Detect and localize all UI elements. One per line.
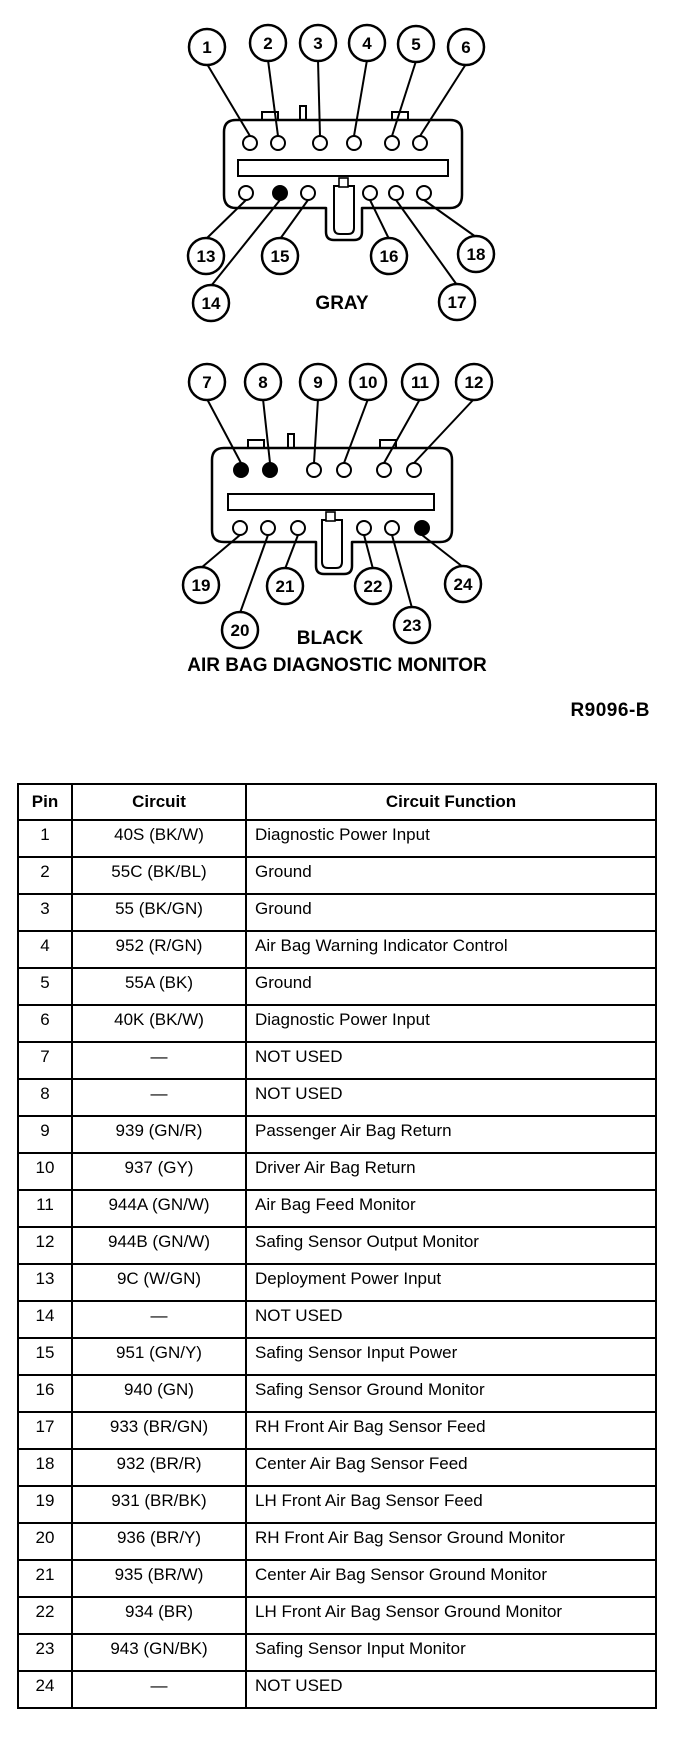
pin-callout-label: 8 bbox=[258, 373, 268, 392]
cell-circuit-function: Diagnostic Power Input bbox=[246, 820, 656, 857]
cell-circuit-function: Safing Sensor Ground Monitor bbox=[246, 1375, 656, 1412]
pin-callout-label: 3 bbox=[313, 34, 323, 53]
black-connector bbox=[183, 364, 492, 648]
pin-callout-label: 21 bbox=[275, 577, 295, 596]
table-row bbox=[18, 1486, 656, 1523]
pin-hole bbox=[233, 521, 247, 535]
cell-circuit-function: Ground bbox=[246, 968, 656, 1005]
cell-circuit: 934 (BR) bbox=[72, 1597, 246, 1634]
cell-pin: 1 bbox=[18, 820, 72, 857]
table-row bbox=[18, 1190, 656, 1227]
cell-circuit-function: NOT USED bbox=[246, 1079, 656, 1116]
table-row bbox=[18, 1560, 656, 1597]
table-header-row bbox=[18, 784, 656, 820]
pin-callout-label: 15 bbox=[270, 247, 290, 266]
pin-hole bbox=[307, 463, 321, 477]
cell-circuit-function: RH Front Air Bag Sensor Feed bbox=[246, 1412, 656, 1449]
pin-callout-label: 10 bbox=[358, 373, 378, 392]
leader-line bbox=[396, 200, 457, 285]
leader-line bbox=[206, 200, 246, 239]
table-row bbox=[18, 820, 656, 857]
leader-line bbox=[392, 535, 412, 608]
pin-callout-label: 6 bbox=[461, 38, 471, 57]
gray-connector-label: GRAY bbox=[315, 293, 369, 314]
cell-pin: 22 bbox=[18, 1597, 72, 1634]
cell-circuit-function: RH Front Air Bag Sensor Ground Monitor bbox=[246, 1523, 656, 1560]
cell-circuit: 55A (BK) bbox=[72, 968, 246, 1005]
cell-pin: 9 bbox=[18, 1116, 72, 1153]
cell-circuit-function: LH Front Air Bag Sensor Ground Monitor bbox=[246, 1597, 656, 1634]
pin-callout-label: 22 bbox=[363, 577, 383, 596]
pin-callout-label: 14 bbox=[201, 294, 221, 313]
cell-pin: 3 bbox=[18, 894, 72, 931]
pin-callout-label: 4 bbox=[362, 34, 372, 53]
pin-hole bbox=[301, 186, 315, 200]
table-row bbox=[18, 1153, 656, 1190]
pin-hole bbox=[385, 136, 399, 150]
cell-pin: 16 bbox=[18, 1375, 72, 1412]
table-row bbox=[18, 931, 656, 968]
cell-circuit: 937 (GY) bbox=[72, 1153, 246, 1190]
table-row bbox=[18, 1005, 656, 1042]
pin-callout-label: 11 bbox=[411, 373, 429, 392]
gray-connector bbox=[188, 25, 494, 321]
pin-hole bbox=[363, 186, 377, 200]
cell-circuit-function: Passenger Air Bag Return bbox=[246, 1116, 656, 1153]
cell-circuit: 55C (BK/BL) bbox=[72, 857, 246, 894]
cell-circuit: 40K (BK/W) bbox=[72, 1005, 246, 1042]
pin-hole bbox=[273, 186, 287, 200]
cell-circuit: 952 (R/GN) bbox=[72, 931, 246, 968]
figure-reference-code: R9096-B bbox=[570, 700, 650, 721]
cell-circuit-function: Air Bag Feed Monitor bbox=[246, 1190, 656, 1227]
cell-circuit: 944A (GN/W) bbox=[72, 1190, 246, 1227]
cell-pin: 6 bbox=[18, 1005, 72, 1042]
cell-circuit: 940 (GN) bbox=[72, 1375, 246, 1412]
pin-hole bbox=[389, 186, 403, 200]
pin-callout-label: 18 bbox=[466, 245, 486, 264]
cell-pin: 4 bbox=[18, 931, 72, 968]
table-row bbox=[18, 1338, 656, 1375]
pin-hole bbox=[263, 463, 277, 477]
pin-callout-label: 7 bbox=[202, 373, 212, 392]
pin-callout-label: 19 bbox=[191, 576, 211, 595]
table-row bbox=[18, 1597, 656, 1634]
cell-circuit-function: Safing Sensor Output Monitor bbox=[246, 1227, 656, 1264]
cell-circuit-function: Deployment Power Input bbox=[246, 1264, 656, 1301]
cell-pin: 20 bbox=[18, 1523, 72, 1560]
cell-circuit: 933 (BR/GN) bbox=[72, 1412, 246, 1449]
table-row bbox=[18, 1523, 656, 1560]
cell-circuit: 939 (GN/R) bbox=[72, 1116, 246, 1153]
cell-circuit: 951 (GN/Y) bbox=[72, 1338, 246, 1375]
cell-circuit-function: NOT USED bbox=[246, 1042, 656, 1079]
pin-callout-label: 13 bbox=[196, 247, 216, 266]
connector-divider-bar bbox=[238, 160, 448, 176]
diagram-caption: AIR BAG DIAGNOSTIC MONITOR bbox=[187, 655, 487, 676]
leader-line bbox=[240, 535, 268, 613]
table-row bbox=[18, 894, 656, 931]
cell-pin: 18 bbox=[18, 1449, 72, 1486]
cell-circuit: 931 (BR/BK) bbox=[72, 1486, 246, 1523]
connector-key-square bbox=[326, 512, 335, 521]
table-row bbox=[18, 1116, 656, 1153]
pin-hole bbox=[239, 186, 253, 200]
connector-key-square bbox=[339, 178, 348, 187]
connector-diagram bbox=[0, 0, 688, 700]
cell-pin: 23 bbox=[18, 1634, 72, 1671]
table-row bbox=[18, 1634, 656, 1671]
cell-circuit-function: Safing Sensor Input Power bbox=[246, 1338, 656, 1375]
cell-pin: 10 bbox=[18, 1153, 72, 1190]
pin-callout-label: 1 bbox=[202, 38, 212, 57]
cell-pin: 21 bbox=[18, 1560, 72, 1597]
cell-circuit-function: NOT USED bbox=[246, 1671, 656, 1708]
cell-circuit: 932 (BR/R) bbox=[72, 1449, 246, 1486]
cell-pin: 15 bbox=[18, 1338, 72, 1375]
cell-circuit-function: Driver Air Bag Return bbox=[246, 1153, 656, 1190]
cell-circuit: — bbox=[72, 1301, 246, 1338]
cell-circuit-function: Diagnostic Power Input bbox=[246, 1005, 656, 1042]
pin-hole bbox=[385, 521, 399, 535]
cell-circuit: — bbox=[72, 1671, 246, 1708]
table-row bbox=[18, 1227, 656, 1264]
pin-callout-label: 23 bbox=[402, 616, 422, 635]
cell-circuit-function: Air Bag Warning Indicator Control bbox=[246, 931, 656, 968]
pin-hole bbox=[313, 136, 327, 150]
table-row bbox=[18, 1412, 656, 1449]
pin-table bbox=[17, 783, 657, 1709]
cell-circuit-function: LH Front Air Bag Sensor Feed bbox=[246, 1486, 656, 1523]
cell-pin: 17 bbox=[18, 1412, 72, 1449]
pin-hole bbox=[347, 136, 361, 150]
cell-circuit: — bbox=[72, 1042, 246, 1079]
cell-pin: 12 bbox=[18, 1227, 72, 1264]
header-circuit-function: Circuit Function bbox=[246, 784, 656, 820]
connector-divider-bar bbox=[228, 494, 434, 510]
cell-pin: 7 bbox=[18, 1042, 72, 1079]
pin-hole bbox=[337, 463, 351, 477]
connector-latch bbox=[300, 106, 306, 120]
cell-circuit: 9C (W/GN) bbox=[72, 1264, 246, 1301]
table-row bbox=[18, 1042, 656, 1079]
pin-callout-label: 5 bbox=[411, 35, 421, 54]
pin-callout-label: 9 bbox=[313, 373, 323, 392]
connector-latch bbox=[288, 434, 294, 448]
pin-hole bbox=[271, 136, 285, 150]
pin-callout-label: 24 bbox=[453, 575, 473, 594]
pin-hole bbox=[407, 463, 421, 477]
pin-hole bbox=[377, 463, 391, 477]
pin-callout-label: 17 bbox=[447, 293, 467, 312]
table-row bbox=[18, 968, 656, 1005]
cell-circuit-function: Center Air Bag Sensor Feed bbox=[246, 1449, 656, 1486]
cell-pin: 19 bbox=[18, 1486, 72, 1523]
cell-circuit: 936 (BR/Y) bbox=[72, 1523, 246, 1560]
pin-callout-label: 12 bbox=[464, 373, 484, 392]
pin-hole bbox=[413, 136, 427, 150]
table-row bbox=[18, 1264, 656, 1301]
cell-pin: 13 bbox=[18, 1264, 72, 1301]
pin-hole bbox=[415, 521, 429, 535]
pin-hole bbox=[417, 186, 431, 200]
table-row bbox=[18, 1671, 656, 1708]
header-circuit: Circuit bbox=[72, 784, 246, 820]
cell-circuit: 943 (GN/BK) bbox=[72, 1634, 246, 1671]
pin-hole bbox=[243, 136, 257, 150]
cell-circuit: — bbox=[72, 1079, 246, 1116]
pin-hole bbox=[261, 521, 275, 535]
cell-pin: 11 bbox=[18, 1190, 72, 1227]
table-row bbox=[18, 1079, 656, 1116]
cell-circuit: 935 (BR/W) bbox=[72, 1560, 246, 1597]
cell-pin: 14 bbox=[18, 1301, 72, 1338]
table-row bbox=[18, 857, 656, 894]
cell-circuit: 55 (BK/GN) bbox=[72, 894, 246, 931]
pin-callout-label: 20 bbox=[230, 621, 250, 640]
table-row bbox=[18, 1449, 656, 1486]
cell-pin: 24 bbox=[18, 1671, 72, 1708]
cell-circuit-function: Safing Sensor Input Monitor bbox=[246, 1634, 656, 1671]
connector-key-tab bbox=[322, 520, 342, 568]
cell-circuit-function: NOT USED bbox=[246, 1301, 656, 1338]
cell-circuit: 40S (BK/W) bbox=[72, 820, 246, 857]
pin-hole bbox=[291, 521, 305, 535]
black-connector-label: BLACK bbox=[296, 628, 364, 649]
cell-circuit-function: Ground bbox=[246, 894, 656, 931]
pin-hole bbox=[234, 463, 248, 477]
pin-hole bbox=[357, 521, 371, 535]
cell-circuit-function: Center Air Bag Sensor Ground Monitor bbox=[246, 1560, 656, 1597]
cell-pin: 2 bbox=[18, 857, 72, 894]
pin-callout-label: 16 bbox=[379, 247, 399, 266]
pin-callout-label: 2 bbox=[263, 34, 273, 53]
table-row bbox=[18, 1301, 656, 1338]
header-pin: Pin bbox=[18, 784, 72, 820]
table-row bbox=[18, 1375, 656, 1412]
connector-key-tab bbox=[334, 186, 354, 234]
cell-pin: 5 bbox=[18, 968, 72, 1005]
cell-pin: 8 bbox=[18, 1079, 72, 1116]
cell-circuit: 944B (GN/W) bbox=[72, 1227, 246, 1264]
cell-circuit-function: Ground bbox=[246, 857, 656, 894]
